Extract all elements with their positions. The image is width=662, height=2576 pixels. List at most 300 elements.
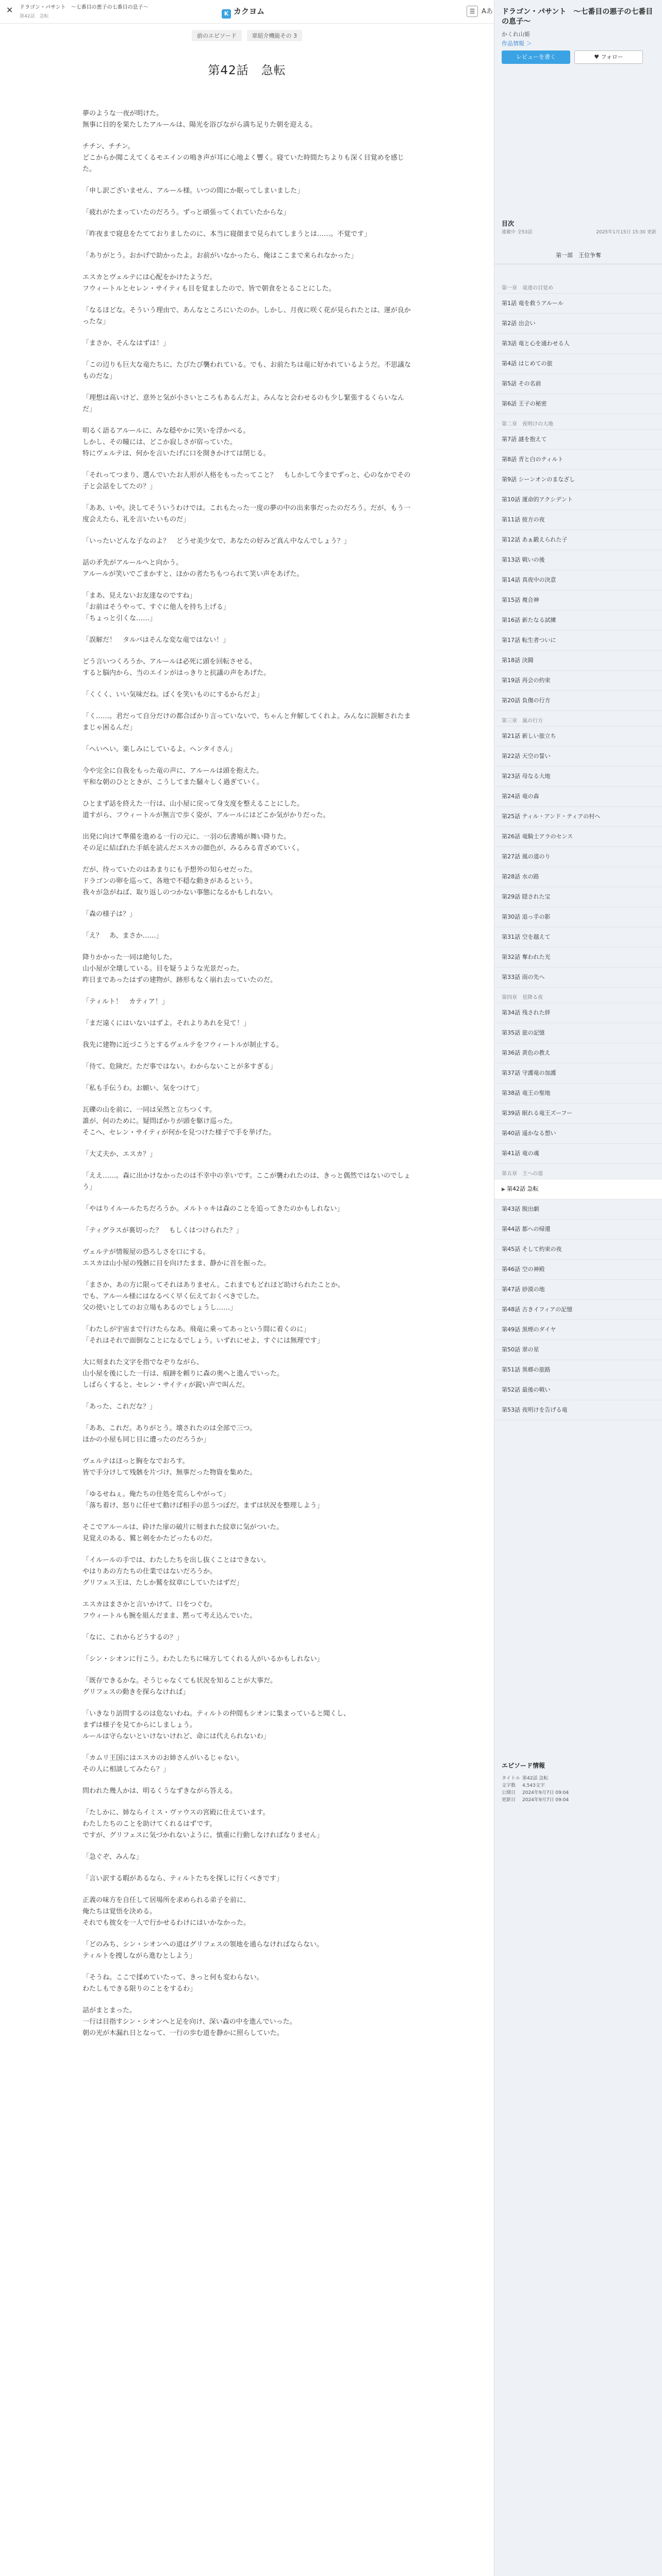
body-line: そこでアルールは、砕けた扉の破片に刻まれた紋章に気がついた。 (82, 1523, 284, 1531)
toc-chapter-heading: 第四章 星降る夜 (494, 988, 662, 1003)
body-line: 平和な朝のひとときが、こうしてまた騒々しく過ぎていく。 (82, 778, 263, 786)
toc-episode-label: 第45話 そして約束の夜 (502, 1246, 562, 1252)
work-info-link[interactable]: 作品情報 ＞ (502, 40, 532, 47)
body-line: 「ありがとう。おかげで助かったよ。お前がいなかったら、俺はここまで来られなかった」 (82, 252, 358, 260)
toc-episode-link[interactable] (494, 807, 662, 827)
body-paragraph (82, 229, 413, 240)
body-line: ほかの小屋も同じ目に遭ったのだろうか」 (82, 1436, 210, 1444)
toc-episode-label: 第43話 脱出劇 (502, 1206, 539, 1212)
body-line: ヴェルテが情報屋の恐ろしさを口にする。 (82, 1248, 210, 1256)
follow-button[interactable]: ♥ フォロー (574, 50, 643, 64)
toc-episode-link[interactable] (494, 1104, 662, 1124)
episode-info (494, 1761, 662, 1804)
toc-episode-link[interactable] (494, 691, 662, 711)
close-icon[interactable]: ✕ (6, 5, 13, 15)
body-line: 正義の味方を自任して居場所を求められる弟子を前に、 (82, 1896, 251, 1904)
body-line: 「ティルト！ カティア！」 (82, 998, 169, 1006)
body-paragraph (82, 909, 413, 920)
toc-status: 連載中 全53話 (502, 230, 533, 235)
body-paragraph (82, 470, 413, 493)
body-line: 無事に目的を果たしたアルールは、陽光を浴びながら満ち足りた朝を迎える。 (82, 121, 317, 129)
toc-episode-label: 第38話 竜王の聖地 (502, 1090, 551, 1096)
body-paragraph (82, 1105, 413, 1139)
info-key: タイトル (502, 1776, 520, 1781)
toc-episode-link[interactable] (494, 510, 662, 530)
current-marker-icon: ▶ (502, 1187, 505, 1192)
body-line: フウィートルも腕を組んだまま、黙って考え込んでいた。 (82, 1612, 257, 1620)
toc-episode-link[interactable] (494, 1360, 662, 1380)
body-line: 大に刻まれた文字を指でなぞりながら、 (82, 1359, 204, 1366)
toc-episode-label: 第27話 風の道のり (502, 853, 551, 860)
body-paragraph (82, 1018, 413, 1029)
body-paragraph (82, 1873, 413, 1885)
font-size-icon[interactable]: Aあ (482, 8, 493, 15)
body-paragraph (82, 996, 413, 1008)
body-paragraph (82, 635, 413, 646)
body-line: 瓦礫の山を前に、一同は呆然と立ちつくす。 (82, 1106, 216, 1114)
body-line: 我先に建物に近づこうとするヴェルテをフウィートルが制止する。 (82, 1041, 283, 1049)
toc-episode-label: 第41話 竜の魂 (502, 1150, 539, 1157)
body-line: 山小屋が全壊している。目を疑うような光景だった。 (82, 965, 244, 973)
toc-episode-label: 第37話 守護竜の加護 (502, 1070, 556, 1076)
body-line: 「まだ遠くにはいないはずよ。それよりあれを見て！」 (82, 1020, 251, 1027)
body-paragraph (82, 1895, 413, 1929)
body-line: 特にヴェルテは、何かを言いたげに口を開きかけては閉じる。 (82, 450, 270, 457)
body-paragraph (82, 305, 413, 328)
body-line: それでも彼女を一人で行かせるわけにはいかなかった。 (82, 1919, 251, 1927)
toc-episode-link[interactable] (494, 1063, 662, 1083)
body-paragraph (82, 1456, 413, 1479)
toc-episode-label: 第26話 竜騎士アラのセンス (502, 833, 573, 840)
toc-episode-label: 第40話 遥かなる想い (502, 1130, 556, 1137)
toc-episode-link[interactable] (494, 867, 662, 887)
body-paragraph (82, 1324, 413, 1347)
body-line: 「カムリ王国にはエスカのお姉さんがいるじゃない。 (82, 1754, 244, 1762)
toc-episode-label: 第7話 謎を抱えて (502, 436, 547, 443)
toc-part-tab[interactable]: 第一部 王位争奪 (494, 251, 662, 264)
toc-episode-label: 第48話 古きイフィアの記憶 (502, 1306, 573, 1313)
toc-episode-link[interactable] (494, 294, 662, 314)
body-paragraph (82, 1807, 413, 1841)
toc-episode-label: 第50話 翠の星 (502, 1346, 539, 1353)
info-key: 公開日 (502, 1790, 516, 1795)
body-line: 「森の様子は？」 (82, 910, 137, 918)
toc-episode-label: 第2話 出会い (502, 320, 536, 327)
toc-episode-label: 第14話 真夜中の決意 (502, 577, 556, 583)
body-paragraph (82, 590, 413, 624)
toc-episode-link[interactable] (494, 827, 662, 847)
body-line: グリフェスの動きを探らなければ」 (82, 1688, 190, 1696)
toc-episode-label: 第5話 その名前 (502, 380, 541, 387)
toc-episode-label: 第30話 追っ手の影 (502, 913, 551, 920)
body-line: 見覚えのある、鷲と剣をかたどったものだ。 (82, 1535, 217, 1543)
toc-episode-link[interactable] (494, 1300, 662, 1320)
body-line: 朝の光が木漏れ日となって、一行の歩む道を静かに照らしていた。 (82, 2029, 284, 2037)
toc-episode-label: 第42話 急転 (507, 1185, 539, 1192)
body-paragraph (82, 2005, 413, 2039)
toc-episode-label: 第22話 天空の誓い (502, 753, 551, 759)
body-paragraph (82, 338, 413, 349)
body-line: 「大丈夫か、エスカ？」 (82, 1150, 157, 1158)
body-line: 「私も手伝うわ。お願い、気をつけて」 (82, 1084, 203, 1092)
info-key: 文字数 (502, 1783, 516, 1788)
body-line: 「いきなり訪問するのは危ないわね。ティルトの仲間もシオンに集まっていると聞くし、 (82, 1710, 350, 1718)
toc-episode-link[interactable] (494, 394, 662, 414)
body-line: 「この辺りも巨大な竜たちに、たびたび襲われている。でも、お前たちは竜に好かれているようだ。不思議なものだな」 (82, 361, 411, 380)
toc-episode-label: 第44話 都への帰還 (502, 1226, 551, 1232)
body-paragraph (82, 1083, 413, 1094)
body-line: だが、待っていたのはあまりにも予想外の知らせだった。 (82, 866, 257, 874)
toc-episode-label: 第36話 黄色の教え (502, 1049, 551, 1056)
toc-episode-link[interactable] (494, 1083, 662, 1104)
body-paragraph (82, 141, 413, 175)
episode-info-row (494, 1775, 662, 1782)
toc-list (494, 278, 662, 1420)
body-paragraph (82, 557, 413, 580)
toc-episode-link[interactable] (494, 530, 662, 550)
toc-episode-label: 第20話 負傷の行方 (502, 697, 551, 704)
toc-episode-link[interactable] (494, 1280, 662, 1300)
info-value: 2024年9月7日 09:04 (522, 1798, 569, 1803)
toc-episode-link[interactable] (494, 947, 662, 968)
episode-info-heading: エピソード情報 (502, 1762, 545, 1769)
toc-episode-link[interactable] (494, 927, 662, 947)
body-line: 誰が、何のために。疑問ばかりが頭を駆け巡った。 (82, 1117, 237, 1125)
toc-episode-link[interactable] (494, 631, 662, 651)
body-line: どう言いつくろうか、アルールは必死に頭を回転させる。 (82, 658, 257, 666)
body-paragraph (82, 1149, 413, 1160)
body-paragraph (82, 1555, 413, 1589)
body-paragraph (82, 656, 413, 679)
body-line: 「く……。君だって自分だけの都合ばかり言っていないで、ちゃんと弁解してくれよ。みんなに誤解されたままじゃ困るんだ」 (82, 713, 411, 732)
site-logo[interactable] (222, 6, 264, 19)
body-line: ひとまず話を終えた一行は、山小屋に戻って身支度を整えることにした。 (82, 800, 304, 808)
logo-text: カクヨム (234, 7, 265, 16)
toc-episode-label: 第10話 運命的アクシデント (502, 496, 573, 503)
episode-info-row (494, 1789, 662, 1797)
toc-episode-label: 第15話 複合神 (502, 597, 539, 603)
body-paragraph (82, 1225, 413, 1236)
toc-episode-label: 第33話 雨の先へ (502, 974, 545, 980)
body-line: やはりあの方たちの仕業ではないだろうか。 (82, 1568, 217, 1575)
toc-episode-link[interactable] (494, 1003, 662, 1023)
body-paragraph (82, 1675, 413, 1698)
body-paragraph (82, 865, 413, 899)
sidebar-work-title[interactable]: ドラゴン・パサント ～七番目の悪子の七番目の息子～ (502, 8, 653, 26)
body-line: まずは様子を見てからにしましょう。 (82, 1721, 197, 1729)
toc-episode-label: 第24話 竜の森 (502, 793, 539, 800)
toc-episode-link[interactable] (494, 374, 662, 394)
body-line: 「なに、これからどうするの？」 (82, 1634, 184, 1641)
body-paragraph (82, 250, 413, 262)
body-paragraph (82, 1357, 413, 1391)
toc-episode-label: 第31話 空を越えて (502, 934, 551, 940)
body-paragraph (82, 207, 413, 218)
toc-episode-link[interactable] (494, 847, 662, 867)
body-paragraph (82, 711, 413, 734)
body-line: グリフェス王は、たしか鷲を紋章にしていたはずだ」 (82, 1579, 243, 1587)
body-line: わたしたちのことを助けてくれるはずです。 (82, 1820, 217, 1828)
body-line: 「やはりイルールたちだろうか。メルトゥキは森のことを追ってきたのかもしれない」 (82, 1205, 344, 1213)
body-line: 「イルールの手では、わたしたちを出し抜くことはできない。 (82, 1556, 270, 1564)
body-line: 「まあ、見えないお友達なのですね」 (82, 592, 196, 600)
body-line: ヴェルテはほっと胸をなでおろす。 (82, 1458, 189, 1465)
body-line: 「ゆるせねぇ。俺たちの住処を荒らしやがって」 (82, 1490, 230, 1498)
prev-episode-link[interactable]: 前のエピソード (192, 30, 242, 41)
body-line: 「ああ、いや。決してそういうわけでは。これもたった一度の夢の中の出来事だったのだろう。だが、もう一度会えたら、礼を言いたいものだ」 (82, 504, 411, 523)
body-paragraph (82, 1632, 413, 1643)
toc-episode-link[interactable] (494, 787, 662, 807)
episode-title: 第42話 急転 (208, 64, 286, 77)
body-line: 今や完全に自我をもった竜の声に、アルールは頭を抱えた。 (82, 767, 263, 775)
body-line: フウィートルとセレン・サイティも目を覚ましたので、皆で朝食をとることにした。 (82, 285, 336, 293)
toc-episode-label: 第8話 青と白のティルト (502, 456, 564, 463)
toc-episode-link[interactable] (494, 671, 662, 691)
body-paragraph (82, 1753, 413, 1775)
body-line: 「あった、これだな？」 (82, 1403, 156, 1411)
body-paragraph (82, 1423, 413, 1446)
body-paragraph (82, 1247, 413, 1269)
body-paragraph (82, 1171, 413, 1193)
toc-episode-link[interactable] (494, 334, 662, 354)
toc-episode-label: 第53話 夜明けを告げる竜 (502, 1406, 568, 1413)
toc-episode-label: 第18話 決闘 (502, 657, 534, 664)
toc-episode-link[interactable] (494, 450, 662, 470)
body-paragraph (82, 766, 413, 788)
body-line: 「待て、危険だ。ただ事ではない。わからないことが多すぎる」 (82, 1063, 277, 1071)
body-line: 「ちょっと引くな……」 (82, 615, 157, 622)
body-line: 「くくく、いい気味だね。ぼくを笑いものにするからだよ」 (82, 691, 263, 699)
body-paragraph (82, 1708, 413, 1742)
body-line: 「申し訳ございません、アルール様。いつの間にか眠ってしまいました」 (82, 187, 304, 195)
body-line: 「疲れがたまっていたのだろう。ずっと頑張ってくれていたからな」 (82, 209, 290, 216)
toc-episode-link[interactable] (494, 550, 662, 570)
body-line: 「誤解だ！ タルバはそんな変な竜ではない！」 (82, 636, 230, 644)
toc-episode-link[interactable] (494, 570, 662, 590)
body-paragraph (82, 1401, 413, 1413)
toc-episode-link[interactable] (494, 314, 662, 334)
body-paragraph (82, 1972, 413, 1995)
toc-episode-link[interactable] (494, 1400, 662, 1420)
body-line: ですが、グリフェスに気づかれないように、慎重に行動しなければなりません」 (82, 1832, 324, 1839)
body-paragraph (82, 689, 413, 701)
body-line: 「シン・シオンに行こう。わたしたちに味方してくれる人がいるかもしれない」 (82, 1655, 324, 1663)
body-line: 昨日まであったはずの建物が、跡形もなく崩れ去っていたのだ。 (82, 976, 277, 984)
body-line: 「え？ あ、まさか……」 (82, 932, 163, 940)
info-value: 2024年9月7日 09:04 (522, 1790, 569, 1795)
body-line: でも、アルール様にはなるべく早く伝えておくべきでした。 (82, 1293, 263, 1300)
toc-episode-link[interactable] (494, 1124, 662, 1144)
body-paragraph (82, 1852, 413, 1863)
header-episode-title: 第42話 急転 (20, 14, 49, 19)
logo-mark: K (222, 9, 231, 19)
body-paragraph (82, 799, 413, 821)
toc-episode-label: 第32話 奪われた光 (502, 954, 551, 960)
toc-episode-link[interactable] (494, 1199, 662, 1219)
author-name[interactable]: かくれ山姫 (502, 31, 530, 38)
episode-nav (0, 30, 494, 41)
body-line: 「既存できるかな。そうじゃなくても状況を知ることが大事だ。 (82, 1677, 277, 1685)
body-paragraph (82, 1522, 413, 1545)
body-line: 「それってつまり、選んでいたお人形が人格をもったってこと？ もしかして今までずっと、心のなかでその子と会話をしてたの？」 (82, 471, 411, 490)
body-paragraph (82, 1280, 413, 1314)
body-line: 「それはそれで面倒なことになるでしょう。いずれにせよ、すぐには無理です」 (82, 1337, 324, 1345)
chapter-link[interactable]: 章紹介機能その 3 (247, 30, 303, 41)
episode-info-row (494, 1797, 662, 1804)
sidebar (494, 0, 662, 2576)
reader-header (0, 0, 494, 24)
body-line: エスカはまさかと言いかけて、口をつぐむ。 (82, 1601, 217, 1608)
toc-episode-link[interactable] (494, 1380, 662, 1400)
body-line: 「理想は高いけど、意外と気が小さいところもあるんだよ。みんなと会わせるのも少し緊張するくらいなんだ」 (82, 394, 405, 413)
body-line: 「たしかに、姉ならイミス・ヴァウスの宮殿に仕えています。 (82, 1809, 270, 1817)
body-line: その人に相談してみたら？」 (82, 1766, 170, 1773)
menu-icon[interactable]: ☰ (467, 6, 478, 17)
toc-episode-link[interactable] (494, 1320, 662, 1340)
body-line: 我々が急がねば、取り返しのつかない事態になるかもしれない。 (82, 889, 277, 896)
body-paragraph (82, 1204, 413, 1215)
body-line: 夢のような一夜が明けた。 (82, 110, 163, 117)
body-line: 「言い訳する暇があるなら、ティルトたちを探しに行くべきです」 (82, 1875, 283, 1883)
toc-episode-link[interactable] (494, 1219, 662, 1240)
body-line: 一行は目指すシン・シオンへと足を向け、深い森の中を進んでいった。 (82, 2018, 296, 2026)
toc-episode-label: 第21話 新しい旅立ち (502, 733, 556, 739)
body-line: 「へいへい。楽しみにしているよ。ヘンタイさん」 (82, 745, 237, 753)
body-line: 「いったいどんな子なのよ？ どうせ美少女で、あなたの好みど真ん中なんでしょう？」 (82, 537, 351, 545)
toc-episode-label: 第35話 旅の記憶 (502, 1029, 545, 1036)
body-line: 山小屋を後にした一行は、痕跡を頼りに森の奥へと進んでいった。 (82, 1370, 284, 1378)
toc-meta (502, 228, 656, 235)
body-line: 「ええ……。森に出かけなかったのは不幸中の幸いです。ここが襲われたのは、きっと偶然ではないのでしょう」 (82, 1172, 410, 1191)
body-line: 「お前はそうやって、すぐに他人を持ち上げる」 (82, 603, 230, 611)
toc-episode-link[interactable] (494, 470, 662, 490)
toc-episode-link[interactable] (494, 1179, 662, 1199)
body-line: わたしもできる限りのことをするわ」 (82, 1985, 197, 1993)
toc-episode-link[interactable] (494, 1260, 662, 1280)
toc-episode-link[interactable] (494, 726, 662, 747)
body-line: 「まさか、そんなはずは！」 (82, 340, 170, 347)
toc-episode-label: 第6話 王子の秘密 (502, 400, 547, 407)
toc-episode-label: 第16話 新たなる試練 (502, 617, 556, 623)
body-paragraph (82, 1061, 413, 1073)
body-paragraph (82, 360, 413, 382)
body-paragraph (82, 272, 413, 295)
toc-chapter-heading: 第五章 王への道 (494, 1164, 662, 1179)
toc-episode-link[interactable] (494, 968, 662, 988)
body-line: 「まさか、あの方に限ってそれはありません。これまでもどれほど助けられたことか。 (82, 1281, 344, 1289)
episode-body (82, 108, 413, 2049)
toc-episode-link[interactable] (494, 611, 662, 631)
body-line: 皆で手分けして残骸を片づけ、無事だった物資を集めた。 (82, 1469, 257, 1477)
body-paragraph (82, 744, 413, 755)
body-paragraph (82, 930, 413, 942)
body-line: ティルトを捜しながら進むとしよう」 (82, 1952, 196, 1960)
toc-episode-label: 第23話 母なる大地 (502, 773, 551, 779)
body-paragraph (82, 185, 413, 197)
body-paragraph (82, 426, 413, 460)
body-line: 「落ち着け、怒りに任せて動けば相手の思うつぼだ。まずは状況を整理しよう」 (82, 1502, 324, 1510)
body-paragraph (82, 1040, 413, 1051)
toc-chapter-heading: 第二章 夜明けの大地 (494, 414, 662, 430)
body-line: 「そうね。ここで揉めていたって、きっと何も変わらない。 (82, 1974, 263, 1981)
toc-episode-link[interactable] (494, 490, 662, 510)
body-paragraph (82, 1939, 413, 1962)
body-line: しばらくすると、セレン・サイティが鋭い声で叫んだ。 (82, 1381, 249, 1389)
review-button[interactable]: レビューを書く (502, 50, 570, 64)
toc-episode-link[interactable] (494, 430, 662, 450)
toc-episode-link[interactable] (494, 1043, 662, 1063)
body-paragraph (82, 1654, 413, 1665)
toc-episode-label: 第19話 再会の約束 (502, 677, 551, 684)
body-line: アルールが笑いでごまかすと、ほかの者たちもつられて笑い声をあげた。 (82, 570, 304, 578)
body-line: 「昨夜まで寝息をたてておりましたのに、本当に寝顔まで見られてしまうとは……。不覚です」 (82, 230, 371, 238)
body-paragraph (82, 536, 413, 547)
toc-episode-link[interactable] (494, 767, 662, 787)
toc-episode-label: 第4話 はじめての旅 (502, 360, 553, 367)
body-line: 「どのみち、シン・シオンへの道はグリフェスの領地を通らなければならない。 (82, 1941, 324, 1948)
toc-episode-link[interactable] (494, 651, 662, 671)
toc-episode-link[interactable] (494, 1144, 662, 1164)
toc-episode-link[interactable] (494, 354, 662, 374)
body-line: その足に結ばれた手紙を読んだエスカの顔色が、みるみる青ざめていく。 (82, 844, 304, 852)
body-line: すると脳内から、当のエインがはっきりと抗議の声をあげた。 (82, 669, 271, 677)
body-line: 話の矛先がアルールへと向かう。 (82, 559, 183, 567)
body-paragraph (82, 1599, 413, 1622)
body-line: そこへ、セレン・サイティが何かを見つけた様子で手を挙げた。 (82, 1129, 276, 1137)
toc-episode-link[interactable] (494, 1023, 662, 1043)
body-paragraph (82, 1489, 413, 1512)
body-paragraph (82, 1786, 413, 1797)
toc-episode-link[interactable] (494, 1240, 662, 1260)
body-line: 「急ぐぞ、みんな」 (82, 1853, 143, 1861)
info-key: 更新日 (502, 1798, 516, 1803)
work-title[interactable]: ドラゴン・パサント ～七番目の悪子の七番目の息子～ (20, 5, 148, 10)
body-line: 明るく語るアルールに、みな穏やかに笑いを浮かべる。 (82, 427, 250, 435)
toc-episode-label: 第1話 竜を救うアルール (502, 300, 564, 307)
toc-episode-label: 第11話 彼方の夜 (502, 516, 545, 523)
toc-episode-link[interactable] (494, 590, 662, 611)
toc-episode-label: 第3話 竜と心を通わせる人 (502, 340, 570, 347)
body-paragraph (82, 503, 413, 526)
body-line: 俺たちは覚悟を決める。 (82, 1908, 157, 1916)
body-line: 父の使いとしてのお立場もあるのでしょうし……」 (82, 1304, 237, 1312)
toc-episode-link[interactable] (494, 1340, 662, 1360)
body-paragraph (82, 108, 413, 131)
toc-episode-label: 第25話 ティル・アンド・ティアの村へ (502, 813, 601, 820)
body-line: 「ああ、これだ。ありがとう。壊されたのは全部で三つ。 (82, 1425, 256, 1432)
toc-episode-link[interactable] (494, 907, 662, 927)
body-line: 「なるほどな。そういう理由で、あんなところにいたのか。しかし、月夜に咲く花が見られたとは、運が良かったな」 (82, 307, 411, 326)
body-line: エスカとヴェルテには心配をかけたようだ。 (82, 274, 217, 281)
toc-episode-label: 第9話 シーンオンのまなざし (502, 476, 575, 483)
toc-updated: 2025年1月15日 15:30 更新 (596, 230, 656, 235)
toc-episode-link[interactable] (494, 887, 662, 907)
toc-episode-label: 第51話 異郷の旅路 (502, 1366, 551, 1373)
body-line: しかし、その瞳には、どこか寂しさが宿っていた。 (82, 438, 237, 446)
episode-info-row (494, 1782, 662, 1789)
body-line: 出発に向けて準備を進める一行の元に、一羽の伝書鳩が舞い降りた。 (82, 833, 291, 841)
body-paragraph (82, 952, 413, 986)
toc-chapter-heading: 第一章 竜達の目覚め (494, 278, 662, 294)
toc-episode-label: 第47話 砂漠の地 (502, 1286, 545, 1293)
body-line: 「わたしが宇宙まで行けたらなあ。飛竜に乗ってあっという間に着くのに」 (82, 1326, 310, 1333)
body-paragraph (82, 393, 413, 415)
toc-episode-label: 第34話 残された絆 (502, 1009, 551, 1016)
toc-episode-label: 第39話 眠れる竜王ズーフー (502, 1110, 573, 1116)
toc-episode-link[interactable] (494, 747, 662, 767)
body-line: ルールは守らないといけないけれど、命には代えられないわ」 (82, 1733, 270, 1740)
toc-chapter-heading: 第三章 嵐の行方 (494, 711, 662, 726)
